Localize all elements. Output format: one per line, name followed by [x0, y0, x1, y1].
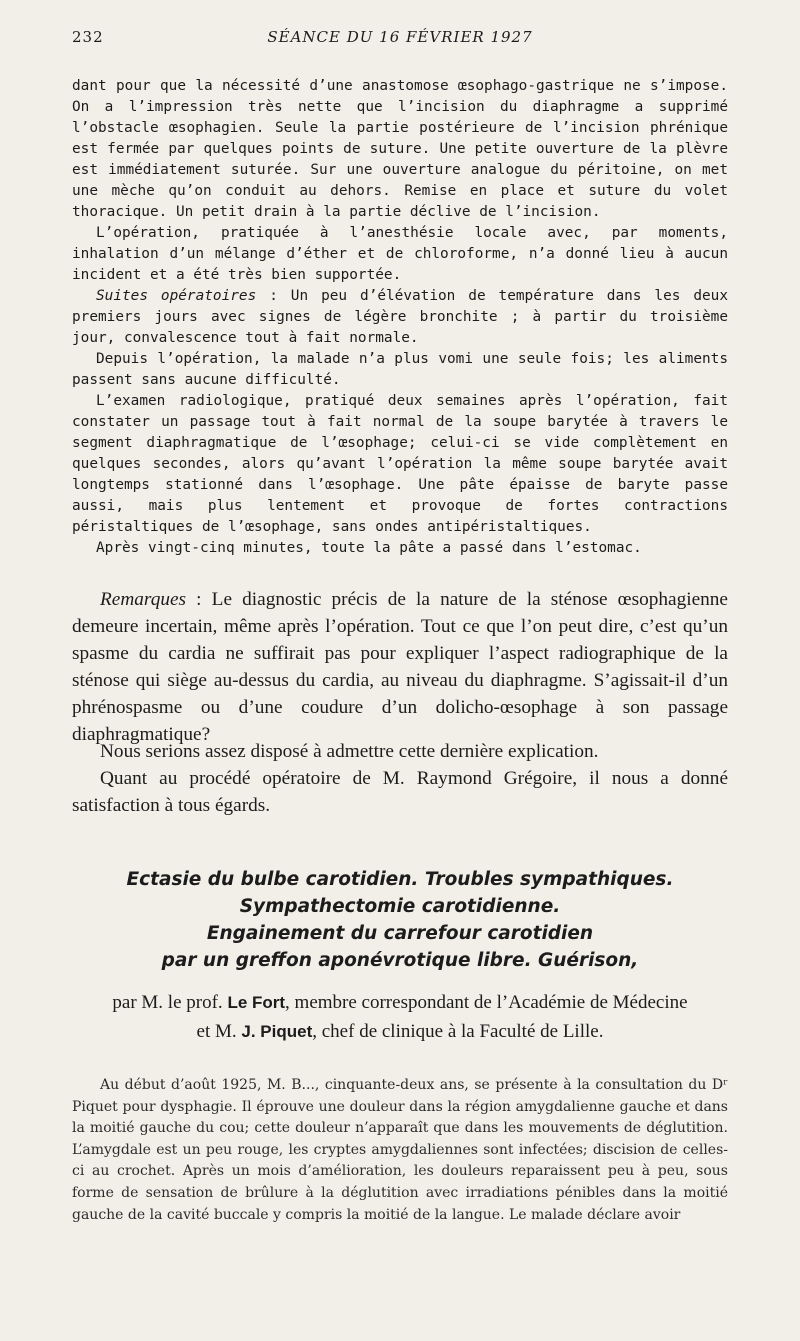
author-name-1: Le Fort [227, 993, 286, 1012]
remarks-label: Remarques [100, 589, 187, 610]
title-line-1: Ectasie du bulbe carotidien. Troubles sympathiques. [126, 869, 674, 890]
running-head: SÉANCE DU 16 FÉVRIER 1927 [267, 28, 533, 46]
remarks-paragraph-2: Nous serions assez disposé à admettre cette dernière explication. [100, 741, 599, 762]
case-paragraph-2: L’opération, pratiquée à l’anesthésie locale avec, par moments, inhalation d’un mélange d’éther et de chloroforme, n’a donné lieu à aucun incident et a été très bien supportée. [72, 225, 728, 283]
case-paragraph-3 [72, 286, 728, 349]
article-authors [72, 988, 728, 1046]
case-paragraph-4: Depuis l’opération, la malade n’a plus vomi une seule fois; les aliments passent sans aucune difficulté. [72, 351, 728, 388]
suites-operatoires-label: Suites opératoires [96, 288, 257, 304]
page-number: 232 [72, 28, 104, 46]
case-paragraph-1: dant pour que la nécessité d’une anastomose œsophago-gastrique ne s’impose. On a l’impression très nette que l’incision du diaphragme a supprimé l’obstacle œsophagien. Seule la partie postérieure de l’incision phrénique est fermée par quelques points de suture. Une petite ouverture de la plèvre est immédiatement suturée. Sur une ouverture analogue du péritoine, on met une mèche qu’on conduit au dehors. Remise en place et suture du volet thoracique. Un petit drain à la partie déclive de l’incision. [72, 78, 728, 220]
article-body-paragraph: Au début d’août 1925, M. B..., cinquante-deux ans, se présente à la consultation du Dʳ Piquet pour dysphagie. Il éprouve une douleur dans la région amygdalienne gauche et dans la moitié gauche du cou; cette douleur n’apparaît que dans les mouvements de déglutition. L’amygdale est un peu rouge, les cryptes amygdaliennes sont infectées; discision de celles-ci au crochet. Après un mois d’amélioration, les douleurs reparaissent peu à peu, sous forme de sensation de brûlure à la déglutition avec irradiations pénibles dans la moitié gauche de la cavité buccale y compris la moitié de la langue. Le malade déclare avoir [72, 1077, 728, 1223]
author-line-1 [72, 988, 728, 1017]
remarks-text: : Le diagnostic précis de la nature de la sténose œsophagienne demeure incertain, même après l’opération. Tout ce que l’on peut dire, c’est qu’un spasme du cardia ne suffirait pas pour expliquer l’aspect radiographique de la sténose qui siège au-dessus du cardia, au niveau du diaphragme. S’agissait-il d’un phrénospasme ou d’une coudure d’un dolicho-œsophage à son passage diaphragmatique? [72, 589, 728, 745]
case-paragraph-6: Après vingt-cinq minutes, toute la pâte a passé dans l’estomac. [96, 540, 642, 556]
case-paragraph-5: L’examen radiologique, pratiqué deux semaines après l’opération, fait constater un passage tout à fait normal de la soupe barytée à travers le segment diaphragmatique de l’œsophage; celui-ci se vide complètement en quelques secondes, alors qu’avant l’opération la même soupe barytée avait longtemps stationné dans l’œsophage. Une pâte épaisse de baryte passe aussi, mais plus lentement et provoque de fortes contractions péristaltiques de l’œsophage, sans ondes antipéristaltiques. [72, 393, 728, 535]
author-line-2-affiliation: , chef de clinique à la Faculté de Lille. [312, 1021, 604, 1042]
title-line-4: par un greffon aponévrotique libre. Guérison, [161, 950, 639, 971]
article-title [72, 866, 728, 974]
author-line-2 [72, 1017, 728, 1046]
author-name-2: J. Piquet [241, 1022, 313, 1041]
author-line-1-affiliation: , membre correspondant de l’Académie de Médecine [285, 992, 688, 1013]
author-line-1-prefix: par M. le prof. [112, 992, 228, 1013]
title-line-2: Sympathectomie carotidienne. [239, 896, 561, 917]
remarks-paragraph-3: Quant au procédé opératoire de M. Raymond Grégoire, il nous a donné satisfaction à tous égards. [72, 768, 728, 816]
suites-operatoires-text: : Un peu d’élévation de température dans les deux premiers jours avec signes de légère bronchite ; à partir du troisième jour, convalescence tout à fait normale. [72, 288, 729, 346]
author-line-2-prefix: et M. [196, 1021, 242, 1042]
remarks-paragraph-1 [72, 586, 728, 748]
running-header [72, 28, 728, 50]
title-line-3: Engainement du carrefour carotidien [206, 923, 594, 944]
